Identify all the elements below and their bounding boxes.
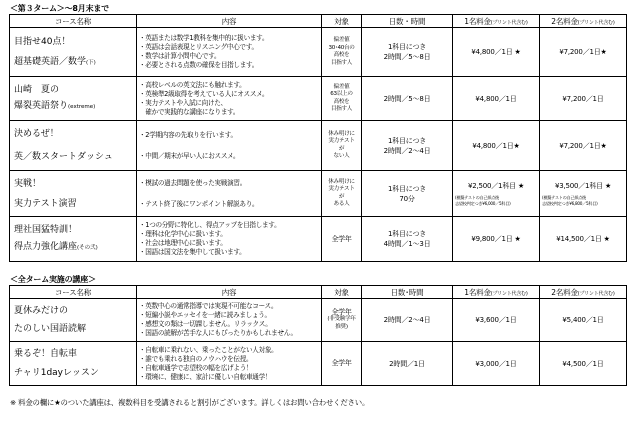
fee-pair: ¥7,200／1日★ xyxy=(540,28,627,77)
section-2-title: ＜全ターム実施の講座＞ xyxy=(10,275,96,284)
course-target: 偏差値 30･40台の 高校を 目指す人 xyxy=(322,28,362,77)
course-name: 理社国猛特訓！ 得点力強化講座(その弐) xyxy=(10,217,137,262)
table-row xyxy=(10,342,627,386)
course-schedule: 2時間／2～4日 xyxy=(362,299,453,342)
course-name: 夏休みだけの たのしい国語読解 xyxy=(10,299,137,342)
col-course-name: コース名称 xyxy=(10,286,137,299)
fee-single: ¥2,500／1科目 ★ (模擬テストの自己採点後 志望校判定つき¥6,000／5科目) xyxy=(453,171,540,217)
fee-single-note: (模擬テストの自己採点後 志望校判定つき¥6,000／5科目) xyxy=(455,194,511,206)
col-schedule: 日数・時間 xyxy=(362,15,453,28)
fee-pair: ¥7,200／1日★ xyxy=(540,121,627,171)
table-header-row xyxy=(10,15,627,28)
col-fee-2: 2名料金(プリント代含む) xyxy=(540,286,627,299)
table-row xyxy=(10,28,627,77)
course-name: 決めるぜ！ 英／数スタートダッシュ xyxy=(10,121,137,171)
course-name: 山崎 夏の 爆裂英語祭り(extreme) xyxy=(10,77,137,121)
course-target: 休み明けに 実力テスト が ある人 xyxy=(322,171,362,217)
course-schedule: 2時間／5～8日 xyxy=(362,77,453,121)
fee-single: ¥3,000／1日 xyxy=(453,342,540,386)
table-row xyxy=(10,171,627,217)
fee-pair-note: (模擬テストの自己採点後 志望校判定つき¥6,800／5科目) xyxy=(542,194,598,206)
course-target: 全学年 xyxy=(322,217,362,262)
course-target: 休み明けに 実力テスト が ない人 xyxy=(322,121,362,171)
col-content: 内容 xyxy=(137,15,322,28)
course-content: ・英語または数学1教科を集中的に扱います。 ・英語は会話表現とリスニング中心です。 ・数学は計算小問中心です。 ・必要とされる点数の確保を目指します。 xyxy=(137,28,322,77)
fee-pair: ¥3,500／1科目 ★ (模擬テストの自己採点後 志望校判定つき¥6,800／5科目) xyxy=(540,171,627,217)
table-row xyxy=(10,77,627,121)
col-fee-1: 1名料金(プリント代含む) xyxy=(453,15,540,28)
section-1-title: ＜第３ターム＞～8月末まで xyxy=(10,4,109,13)
course-target: 全学年 (非受験学年 推奨) xyxy=(322,299,362,342)
col-fee-1: 1名料金(プリント代含む) xyxy=(453,286,540,299)
col-fee-2: 2名料金(プリント代含む) xyxy=(540,15,627,28)
col-content: 内容 xyxy=(137,286,322,299)
course-schedule: 1科目につき 2時間／2～4日 xyxy=(362,121,453,171)
col-schedule: 日数･時間 xyxy=(362,286,453,299)
course-content: ・1つの分野に特化し、得点アップを目指します。 ・理科は化学中心に扱います。 ・社会は地理中心に扱います。 ・国語は国文法を集中して扱います。 xyxy=(137,217,322,262)
course-schedule: 2時間／1日 xyxy=(362,342,453,386)
fee-pair: ¥5,400／1日 xyxy=(540,299,627,342)
course-schedule: 1科目につき 2時間／5～8日 xyxy=(362,28,453,77)
course-schedule: 1科目につき 4時間／1～3日 xyxy=(362,217,453,262)
course-content: ・英数中心の通常指導では実現不可能なコース。 ・短編小説やエッセイを一緒に読みましょう。 ・感想文の類は一切課しません。リラックス。 ・国語の読解が苦手な人にもぴったりかもしれません。 xyxy=(137,299,322,342)
table-row xyxy=(10,121,627,171)
col-target: 対象 xyxy=(322,286,362,299)
course-content: ・高校レベルの英文法にも触れます。 ・英検準2級取得を考えている人にオススメ。 ・実力テストや入試に向けた、 確かで実践的な講座になります。 xyxy=(137,77,322,121)
fee-single: ¥3,600／1日 xyxy=(453,299,540,342)
course-name: 乗るぞ！自転車 チャリ1dayレッスン xyxy=(10,342,137,386)
all-term-course-table xyxy=(9,285,627,386)
col-course-name: コース名称 xyxy=(10,15,137,28)
fee-single: ¥9,800／1日 ★ xyxy=(453,217,540,262)
course-schedule: 1科目につき 70分 xyxy=(362,171,453,217)
course-content: ・模試の過去問題を使った実戦演習。 ・テスト終了後にワンポイント解説あり。 xyxy=(137,171,322,217)
course-content: ・自転車に乗れない、乗ったことがない人対象。 ・誰でも乗れる独自のノウハウを伝授。 ・自転車通学で志望校の幅を広げよう！ ・環境に、健康に、家計に優しい自転車通学！ xyxy=(137,342,322,386)
course-name: 目指せ40点！ 超基礎英語／数学(下) xyxy=(10,28,137,77)
course-content: ・2学期内容の先取りを行います。 ・中間／期末が早い人におススメ。 xyxy=(137,121,322,171)
table-row xyxy=(10,217,627,262)
course-target: 偏差値 63以上の 高校を 目指す人 xyxy=(322,77,362,121)
fee-pair: ¥4,500／1日 xyxy=(540,342,627,386)
fee-single: ¥4,800／1日 ★ xyxy=(453,28,540,77)
col-target: 対象 xyxy=(322,15,362,28)
discount-footnote: ※ 料金の欄に★のついた講座は、複数科目を受講されると割引がございます。詳しくはお問い合わせください。 xyxy=(10,398,370,407)
fee-single: ¥4,800／1日★ xyxy=(453,121,540,171)
fee-pair: ¥14,500／1日 ★ xyxy=(540,217,627,262)
fee-single: ¥4,800／1日 xyxy=(453,77,540,121)
course-target: 全学年 xyxy=(322,342,362,386)
table-header-row xyxy=(10,286,627,299)
table-row xyxy=(10,299,627,342)
fee-pair: ¥7,200／1日 xyxy=(540,77,627,121)
course-name: 実戦！ 実力テスト演習 xyxy=(10,171,137,217)
term3-course-table xyxy=(9,14,627,262)
